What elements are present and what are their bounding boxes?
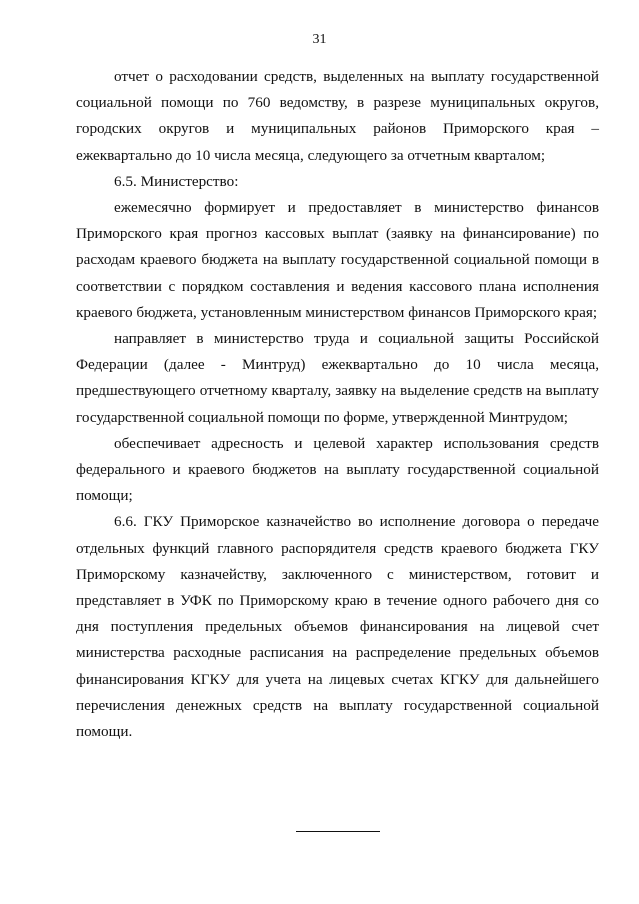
section-heading-6-5: 6.5. Министерство: [114,172,239,190]
paragraph-section-6-6: 6.6. ГКУ Приморское казначейство во исполнение договора о передаче отдельных функций главного распорядителя средств краевого бюджета ГКУ Приморскому казначейству, заключенного с министерством, готовит и представляет в УФК по Приморскому краю в течение одного рабочего дня со дня поступления предельных объемов финансирования на лицевой счет министерства расходные расписания на распределение предельных объемов финансирования КГКУ для учета на лицевых счетах КГКУ для дальнейшего перечисления денежных средств на выплату государственной социальной помощи. [76,513,599,741]
paragraph-request-to-mintrud: направляет в министерство труда и социальной защиты Российской Федерации (далее - Минтруд) ежеквартально до 10 числа месяца, предшествующего отчетному кварталу, заявку на выделение средств на выплату государственной социальной помощи по форме, утвержденной Минтрудом; [76,330,599,426]
paragraph-expense-report: отчет о расходовании средств, выделенных на выплату государственной социальной помощи по 760 ведомству, в разрезе муниципальных округов, городских округов и муниципальных районов Приморского края – ежеквартально до 10 числа месяца, следующего за отчетным кварталом; [76,68,599,164]
paragraph-targeted-use: обеспечивает адресность и целевой характер использования средств федерального и краевого бюджетов на выплату государственной социальной помощи; [76,434,599,505]
document-body [76,64,599,745]
page-number: 31 [312,32,327,47]
paragraph-monthly-forecast: ежемесячно формирует и предоставляет в министерство финансов Приморского края прогноз кассовых выплат (заявку на финансирование) по расходам краевого бюджета на выплату государственной социальной помощи в соответствии с порядком составления и ведения кассового плана исполнения краевого бюджета, установленным министерством финансов Приморского края; [76,199,599,321]
end-of-text-rule [296,831,380,832]
